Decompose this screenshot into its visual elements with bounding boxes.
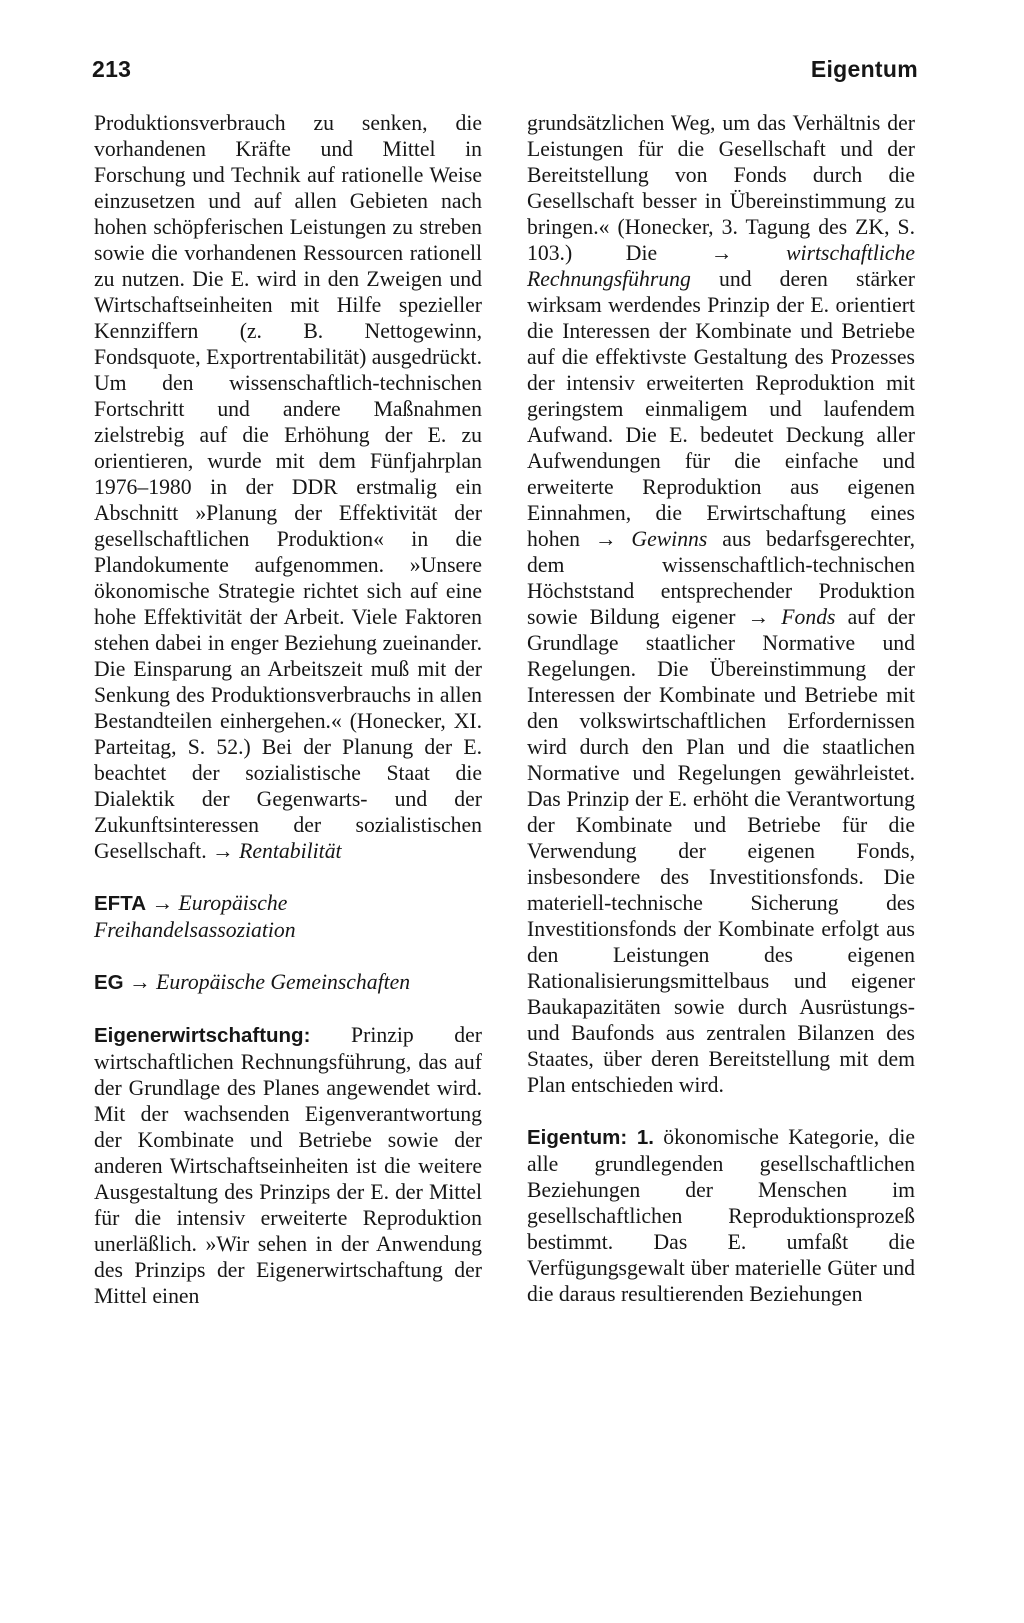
page-number: 213 bbox=[92, 56, 132, 82]
entry-lemma: EG bbox=[94, 971, 124, 994]
cross-reference-rentabilitaet[interactable]: Rentabilität bbox=[239, 839, 342, 863]
running-head: Eigentum bbox=[810, 56, 918, 82]
entry-lemma: EFTA bbox=[94, 892, 147, 915]
entry-efta bbox=[94, 890, 482, 943]
entry-eigentum bbox=[527, 1124, 915, 1307]
cross-reference-rechnungsfuehrung[interactable]: wirtschaftliche Rechnungsführung bbox=[527, 241, 916, 291]
cross-reference-gewinn[interactable]: Gewinns bbox=[631, 527, 708, 551]
entry-text: grundsätzlichen Weg, um das Verhältnis der Leistungen für die Gesellschaft und der Bereitstellung von Fonds durch die Gesellschaft besser in Übereinstimmung zu bringen.« (Honecker, 3. Tagung des ZK, S. 103.) Die bbox=[527, 111, 915, 265]
arrow-icon: → bbox=[594, 527, 617, 551]
arrow-icon: → bbox=[151, 891, 174, 915]
cross-reference-freihandelsassoziation[interactable]: Europäische Freihandelsassoziation bbox=[94, 891, 296, 942]
entry-lemma: Eigentum: 1. bbox=[527, 1126, 654, 1149]
entry-text: aus bedarfsgerechter, dem wissenschaftlich-technischen Höchststand entsprechender Produktion sowie Bildung eigener bbox=[527, 527, 915, 629]
arrow-icon: → bbox=[212, 839, 234, 863]
entry-eg bbox=[94, 969, 482, 996]
entry-text: ökonomische Kategorie, die alle grundlegenden gesellschaftlichen Beziehungen der Menschen im gesellschaftlichen Reproduktionsprozeß bestimmt. Das E. umfaßt die Verfügungsgewalt über materielle Güter und die daraus resultierenden Beziehungen bbox=[527, 1125, 915, 1306]
entry-text: Produktionsverbrauch zu senken, die vorhandenen Kräfte und Mittel in Forschung und Technik auf rationelle Weise einzusetzen und auf allen Gebieten nach hohen schöpferischen Leistungen zu streben sowie die vorhandenen Ressourcen rationell zu nutzen. Die E. wird in den Zweigen und Wirtschaftseinheiten mit Hilfe spezieller Kennziffern (z. B. Nettogewinn, Fondsquote, Exportrentabilität) ausgedrückt. Um den wissenschaftlich-technischen Fortschritt und andere Maßnahmen zielstrebig auf die Erhöhung der E. zu orientieren, wurde mit dem Fünfjahrplan 1976–1980 in der DDR erstmalig ein Abschnitt »Planung der Effektivität der gesellschaftlichen Produktion« in die Plandokumente aufgenommen. »Unsere ökonomische Strategie richtet sich auf eine hohe Effektivität der Arbeit. Viele Faktoren stehen dabei in enger Beziehung zueinander. Die Einsparung an Arbeitszeit muß mit der Senkung des Produktionsverbrauchs in allen Bestandteilen einhergehen.« (Honecker, XI. Parteitag, S. 52.) Bei der Planung der E. beachtet der sozialistische Staat die Dialektik der Gegenwarts- und der Zukunftsinteressen der sozialistischen Gesellschaft. bbox=[94, 111, 482, 863]
arrow-icon: → bbox=[710, 241, 733, 265]
right-column bbox=[527, 110, 915, 1307]
entry-eigenerwirtschaftung bbox=[94, 1022, 482, 1309]
entry-text: und deren stärker wirksam werdendes Prinzip der E. orientiert die Interessen der Kombinate und Betriebe auf die effektivste Gestaltung des Prozesses der intensiv erweiterten Reproduktion mit geringstem einmaligem und laufendem Aufwand. Die E. bedeutet Deckung aller Aufwendungen für die einfache und erweiterte Reproduktion aus eigenen Einnahmen, die Erwirtschaftung eines hohen bbox=[527, 267, 916, 551]
entry-text: auf der Grundlage staatlicher Normative und Regelungen. Die Übereinstimmung der Interessen der Kombinate und Betriebe mit den volkswirtschaftlichen Erfordernissen wird durch den Plan und die staatlichen Normative und Regelungen gewährleistet. Das Prinzip der E. erhöht die Verantwortung der Kombinate und Betriebe für die Verwendung der eigenen Fonds, insbesondere des Investitionsfonds. Die materiell-technische Sicherung des Investitionsfonds der Kombinate erfolgt aus den Leistungen des eigenen Rationalisierungsmittelbaus und eigener Baukapazitäten sowie durch Ausrüstungs- und Baufonds aus zentralen Bilanzen des Staates, über deren Bereitstellung mit dem Plan entschieden wird. bbox=[527, 605, 916, 1097]
cross-reference-fonds[interactable]: Fonds bbox=[781, 605, 836, 629]
left-column bbox=[94, 110, 482, 1309]
entry-effektivitaet-continued bbox=[94, 110, 482, 864]
entry-eigenerwirtschaftung-continued bbox=[527, 110, 915, 1098]
cross-reference-gemeinschaften[interactable]: Europäische Gemeinschaften bbox=[156, 970, 411, 994]
arrow-icon: → bbox=[747, 605, 770, 629]
arrow-icon: → bbox=[129, 970, 151, 994]
entry-text: Prinzip der wirtschaftlichen Rechnungsführung, das auf der Grundlage des Planes angewendet wird. Mit der wachsenden Eigenverantwortung der Kombinate und Betriebe sowie der anderen Wirtschaftseinheiten ist die weitere Ausgestaltung des Prinzips der E. der Mittel für die intensiv erweiterte Reproduktion unerläßlich. »Wir sehen in der Anwendung des Prinzips der Eigenerwirtschaftung der Mittel einen bbox=[94, 1023, 483, 1308]
entry-lemma: Eigenerwirtschaftung: bbox=[94, 1024, 311, 1047]
